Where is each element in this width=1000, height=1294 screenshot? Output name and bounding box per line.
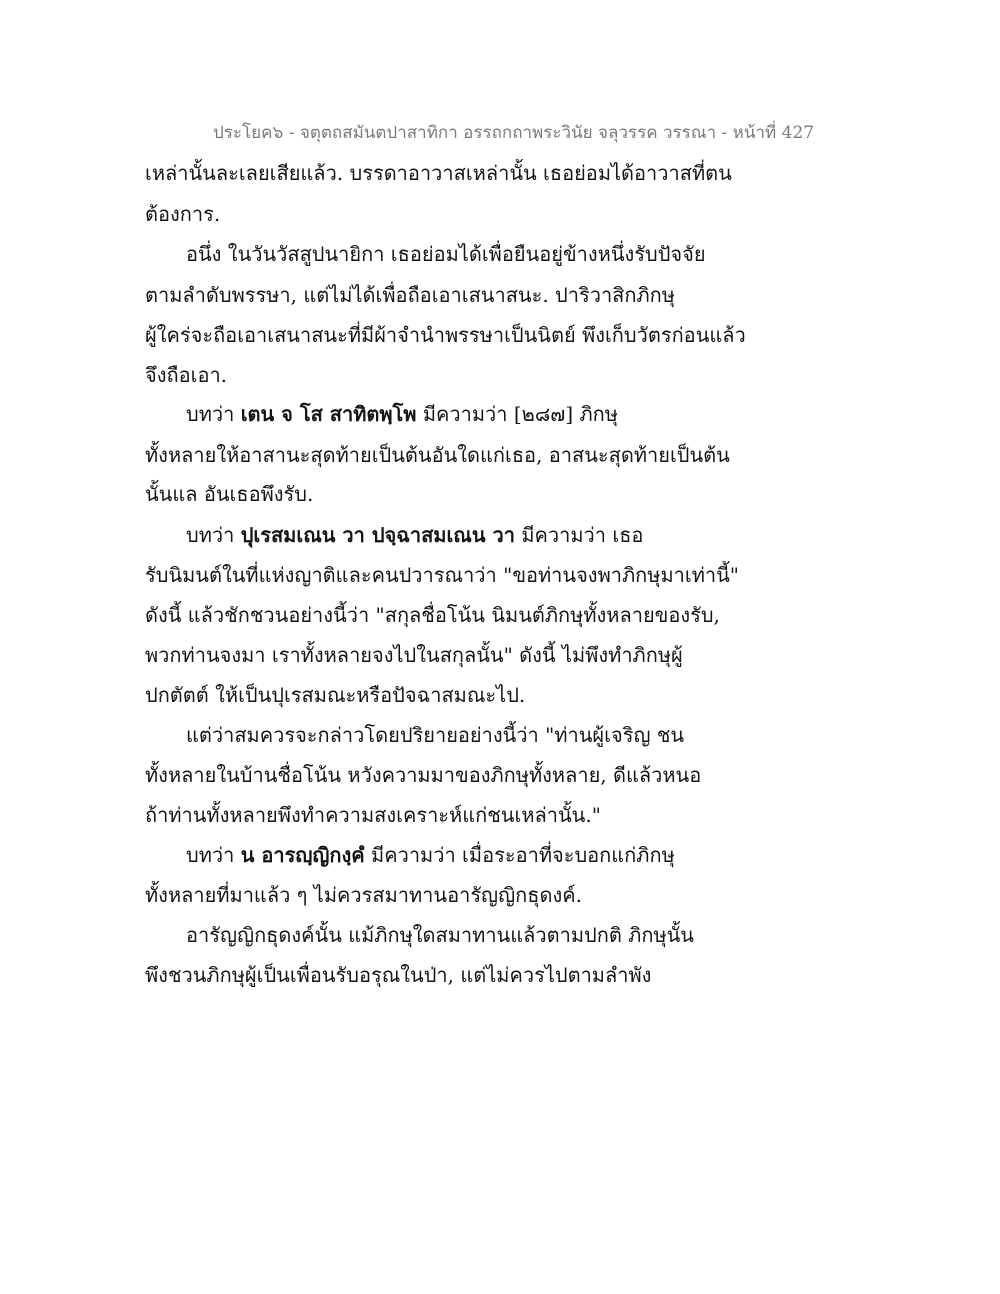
- paragraph-first-line: บทว่า น อารญฺญิกงฺคํ มีความว่า เมื่อระอาที่จะบอกแก่ภิกษุ: [186, 843, 675, 867]
- text-line: นั้นแล อันเธอพึงรับ.: [145, 482, 314, 506]
- paragraph-first-line: อนึ่ง ในวันวัสสูปนายิกา เธอย่อมได้เพื่อยืนอยู่ข้างหนึ่งรับปัจจัย: [186, 242, 706, 266]
- text-line: ผู้ใคร่จะถือเอาเสนาสนะที่มีผ้าจำนำพรรษาเป็นนิตย์ พึงเก็บวัตรก่อนแล้ว: [145, 323, 746, 347]
- pali-term: เตน จ โส สาทิตพฺโพ: [240, 402, 417, 426]
- pali-term: ปุเรสมเณน วา ปจฺฉาสมเณน วา: [240, 523, 515, 547]
- text-line: ดังนี้ แล้วชักชวนอย่างนี้ว่า "สกุลชื่อโน้น นิมนต์ภิกษุทั้งหลายของรับ,: [145, 603, 720, 627]
- paragraph-first-line: บทว่า ปุเรสมเณน วา ปจฺฉาสมเณน วา มีความว่า เธอ: [186, 523, 644, 547]
- text-line: พึงชวนภิกษุผู้เป็นเพื่อนรับอรุณในป่า, แต่ไม่ควรไปตามลำพัง: [145, 963, 652, 987]
- text-line: จึงถือเอา.: [145, 363, 228, 387]
- text-line: ทั้งหลายให้อาสานะสุดท้ายเป็นต้นอันใดแก่เธอ, อาสนะสุดท้ายเป็นต้น: [145, 443, 730, 467]
- text-line: ตามลำดับพรรษา, แต่ไม่ได้เพื่อถือเอาเสนาสนะ. ปาริวาสิกภิกษุ: [145, 283, 675, 307]
- text-line: รับนิมนต์ในที่แห่งญาติและคนปวารณาว่า "ขอท่านจงพาภิกษุมาเท่านี้": [145, 563, 739, 587]
- text-line: เหล่านั้นละเลยเสียแล้ว. บรรดาอาวาสเหล่านั้น เธอย่อมได้อาวาสที่ตน: [145, 161, 732, 185]
- text-line: ทั้งหลายในบ้านชื่อโน้น หวังความมาของภิกษุทั้งหลาย, ดีแล้วหนอ: [145, 763, 702, 787]
- paragraph-first-line: แต่ว่าสมควรจะกล่าวโดยปริยายอย่างนี้ว่า "ท่านผู้เจริญ ชน: [186, 723, 685, 747]
- paragraph-first-line: อารัญญิกธุดงค์นั้น แม้ภิกษุใดสมาทานแล้วตามปกติ ภิกษุนั้น: [186, 923, 694, 947]
- text-line: ปกตัตต์ ให้เป็นปุเรสมณะหรือปัจฉาสมณะไป.: [145, 683, 526, 707]
- text-line: ทั้งหลายที่มาแล้ว ๆ ไม่ควรสมาทานอารัญญิกธุดงค์.: [145, 883, 582, 907]
- text-line: ถ้าท่านทั้งหลายพึงทำความสงเคราะห์แก่ชนเหล่านั้น.": [145, 803, 601, 827]
- paragraph-first-line: บทว่า เตน จ โส สาทิตพฺโพ มีความว่า [๒๘๗] ภิกษุ: [186, 402, 618, 426]
- text-line: พวกท่านจงมา เราทั้งหลายจงไปในสกุลนั้น" ดังนี้ ไม่พึงทำภิกษุผู้: [145, 643, 683, 667]
- pali-term: น อารญฺญิกงฺคํ: [240, 843, 365, 867]
- page-header: ประโยค๖ - จตุตถสมันตปาสาทิกา อรรถกถาพระวินัย จลุวรรค วรรณา - หน้าที่ 427: [213, 123, 815, 143]
- text-line: ต้องการ.: [145, 202, 221, 226]
